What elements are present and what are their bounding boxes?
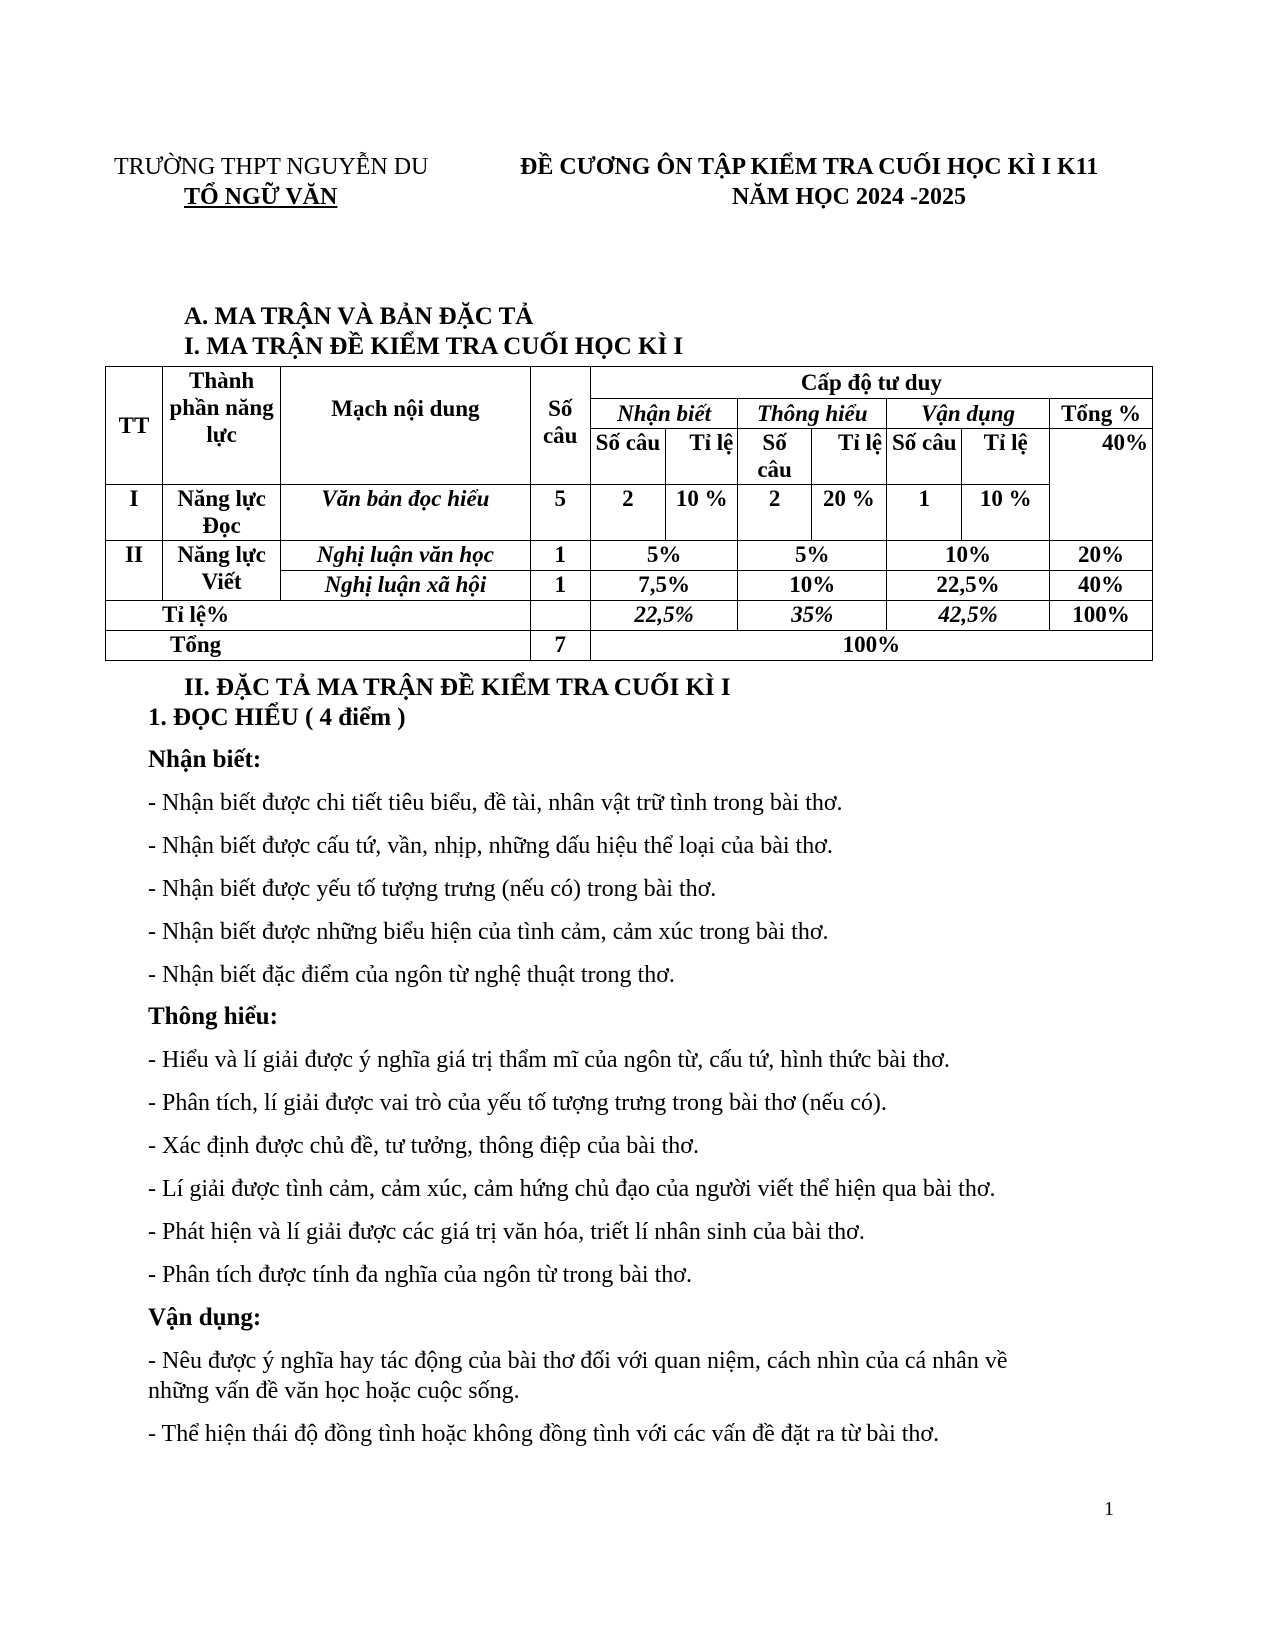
row3-th: 10% (738, 571, 887, 601)
header-thinking-level: Cấp độ tư duy (590, 367, 1152, 399)
header-vd-ratio: Tỉ lệ (962, 429, 1050, 485)
row3-content: Nghị luận xã hội (281, 571, 531, 601)
row3-count: 1 (530, 571, 590, 601)
list-item-continuation: những vấn đề văn học hoặc cuộc sống. (148, 1378, 520, 1404)
row1-th-ratio: 20 % (811, 485, 886, 541)
row1-vd-count: 1 (887, 485, 962, 541)
list-item: - Thể hiện thái độ đồng tình hoặc không đồng tình với các vấn đề đặt ra từ bài thơ. (148, 1421, 940, 1447)
row1-component: Năng lực Đọc (163, 485, 281, 541)
understand-label: Thông hiểu: (148, 1003, 278, 1030)
ratio-row-count (530, 601, 590, 631)
list-item: - Lí giải được tình cảm, cảm xúc, cảm hứng chủ đạo của người viết thể hiện qua bài thơ. (148, 1176, 996, 1202)
assessment-matrix-table (105, 366, 1153, 661)
row1-nb-ratio: 10 % (666, 485, 738, 541)
row2-component: Năng lực Viết (163, 541, 281, 601)
list-item: - Nhận biết đặc điểm của ngôn từ nghệ thuật trong thơ. (148, 962, 675, 988)
row2-content: Nghị luận văn học (281, 541, 531, 571)
header-recognize: Nhận biết (590, 399, 738, 429)
row1-count: 5 (530, 485, 590, 541)
ratio-row-total: 100% (1050, 601, 1153, 631)
row2-vd: 10% (887, 541, 1050, 571)
header-component: Thành phần năng lực (163, 367, 281, 485)
header-understand: Thông hiểu (738, 399, 887, 429)
ratio-row-vd: 42,5% (887, 601, 1050, 631)
header-tt: TT (106, 367, 163, 485)
ratio-row-nb: 22,5% (590, 601, 738, 631)
list-item: - Nhận biết được yếu tố tượng trưng (nếu có) trong bài thơ. (148, 876, 717, 902)
department-name: TỔ NGỮ VĂN (184, 184, 338, 210)
section-a-heading: A. MA TRẬN VÀ BẢN ĐẶC TẢ (184, 303, 534, 330)
row3-vd: 22,5% (887, 571, 1050, 601)
section-a2-heading: II. ĐẶC TẢ MA TRẬN ĐỀ KIỂM TRA CUỐI KÌ I (184, 674, 731, 701)
reading-total-percent: 40% (1050, 429, 1153, 541)
list-item: - Phân tích, lí giải được vai trò của yếu tố tượng trưng trong bài thơ (nếu có). (148, 1090, 887, 1116)
reading-heading: 1. ĐỌC HIỂU ( 4 điểm ) (148, 704, 406, 731)
list-item: - Hiểu và lí giải được ý nghĩa giá trị thẩm mĩ của ngôn từ, cấu tứ, hình thức bài thơ. (148, 1047, 950, 1073)
header-question-count: Số câu (530, 367, 590, 485)
list-item: - Nêu được ý nghĩa hay tác động của bài thơ đối với quan niệm, cách nhìn của cá nhân về (148, 1348, 1008, 1374)
document-title: ĐỀ CƯƠNG ÔN TẬP KIỂM TRA CUỐI HỌC KÌ I K11 (520, 154, 1099, 180)
row1-nb-count: 2 (590, 485, 665, 541)
row1-tt: I (106, 485, 163, 541)
total-row-label: Tổng (106, 631, 531, 661)
recognize-label: Nhận biết: (148, 746, 262, 773)
row1-th-count: 2 (738, 485, 811, 541)
total-row-count: 7 (530, 631, 590, 661)
header-th-count: Số câu (738, 429, 811, 485)
school-name: TRƯỜNG THPT NGUYỄN DU (114, 154, 429, 180)
list-item: - Xác định được chủ đề, tư tưởng, thông điệp của bài thơ. (148, 1133, 699, 1159)
ratio-row-th: 35% (738, 601, 887, 631)
header-nb-count: Số câu (590, 429, 665, 485)
list-item: - Nhận biết được chi tiết tiêu biểu, đề tài, nhân vật trữ tình trong bài thơ. (148, 790, 843, 816)
list-item: - Phát hiện và lí giải được các giá trị văn hóa, triết lí nhân sinh của bài thơ. (148, 1219, 865, 1245)
row1-content: Văn bản đọc hiểu (281, 485, 531, 541)
row2-nb: 5% (590, 541, 738, 571)
row2-count: 1 (530, 541, 590, 571)
list-item: - Phân tích được tính đa nghĩa của ngôn từ trong bài thơ. (148, 1262, 692, 1288)
header-th-ratio: Tỉ lệ (811, 429, 886, 485)
apply-label: Vận dụng: (148, 1304, 262, 1331)
school-year: NĂM HỌC 2024 -2025 (732, 184, 966, 210)
row2-th: 5% (738, 541, 887, 571)
list-item: - Nhận biết được cấu tứ, vần, nhịp, những dấu hiệu thể loại của bài thơ. (148, 833, 833, 859)
row1-vd-ratio: 10 % (962, 485, 1050, 541)
header-nb-ratio: Tỉ lệ (666, 429, 738, 485)
section-a1-heading: I. MA TRẬN ĐỀ KIỂM TRA CUỐI HỌC KÌ I (184, 333, 684, 360)
row3-total: 40% (1050, 571, 1153, 601)
header-total-percent: Tổng % (1050, 399, 1153, 429)
row3-nb: 7,5% (590, 571, 738, 601)
header-vd-count: Số câu (887, 429, 962, 485)
header-content: Mạch nội dung (281, 367, 531, 485)
list-item: - Nhận biết được những biểu hiện của tình cảm, cảm xúc trong bài thơ. (148, 919, 829, 945)
ratio-row-label: Tỉ lệ% (106, 601, 531, 631)
page-number: 1 (1104, 1498, 1114, 1520)
row2-tt: II (106, 541, 163, 601)
header-apply: Vận dụng (887, 399, 1050, 429)
total-row-all: 100% (590, 631, 1152, 661)
row2-total: 20% (1050, 541, 1153, 571)
